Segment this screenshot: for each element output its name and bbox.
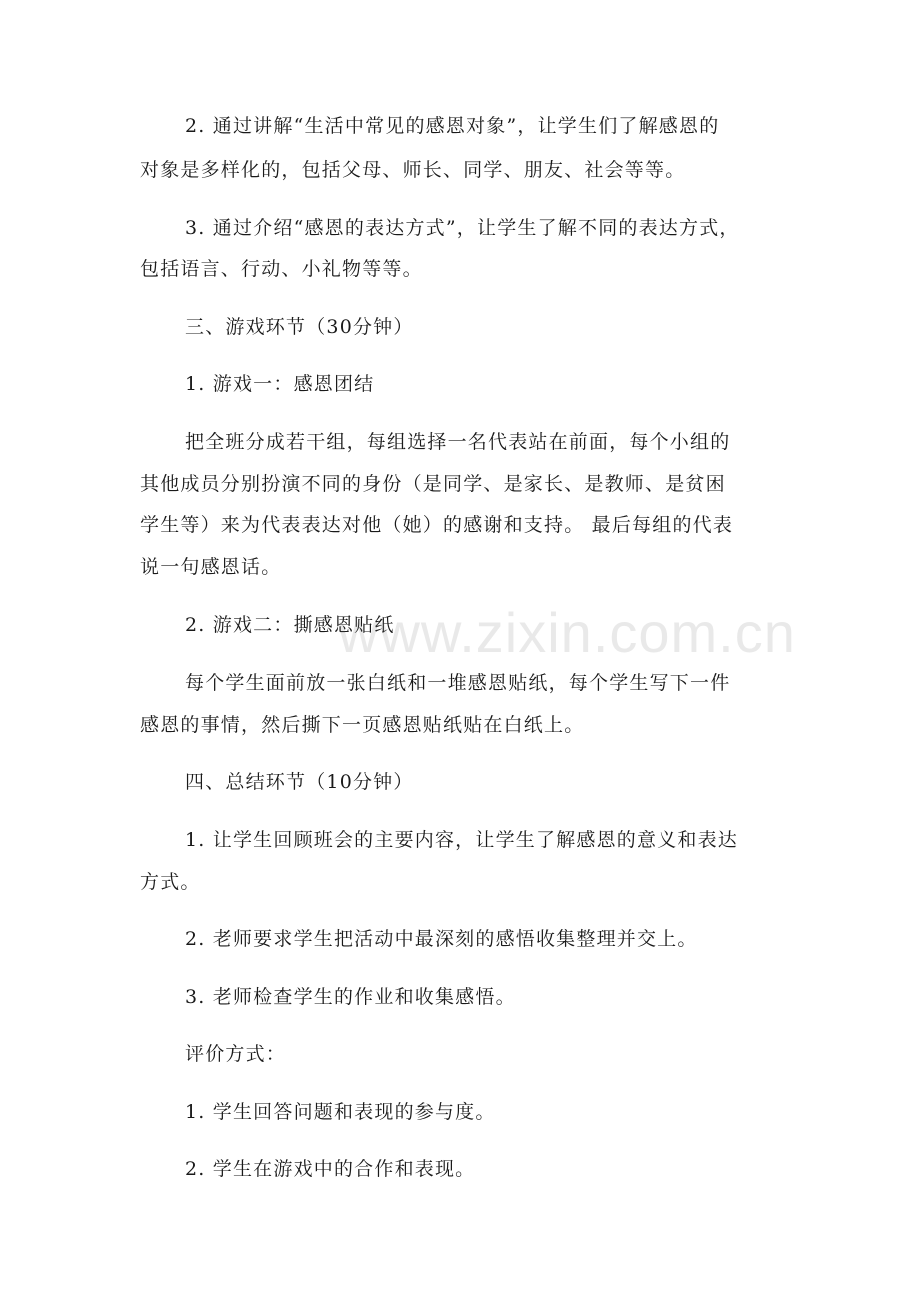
text-line: 感恩的事情，然后撕下一页感恩贴纸贴在白纸上。	[140, 714, 585, 736]
text-line: 2. 学生在游戏中的合作和表现。	[185, 1158, 476, 1180]
text-line: 每个学生面前放一张白纸和一堆感恩贴纸，每个学生写下一件	[185, 672, 731, 694]
watermark: www.zixin.com.cn	[338, 601, 796, 664]
text-line: 学生等）来为代表表达对他（她）的感谢和支持。 最后每组的代表	[140, 514, 734, 536]
text-line: 对象是多样化的，包括父母、师长、同学、朋友、社会等等。	[140, 159, 686, 181]
text-line: 方式。	[140, 871, 201, 893]
text-line: 3. 老师检查学生的作业和收集感悟。	[185, 986, 516, 1008]
text-line: 包括语言、行动、小礼物等等。	[140, 258, 423, 280]
text-line: 1. 让学生回顾班会的主要内容，让学生了解感恩的意义和表达	[185, 829, 738, 851]
subheading: 2. 游戏二：撕感恩贴纸	[185, 614, 395, 636]
subheading: 1. 游戏一：感恩团结	[185, 373, 375, 395]
section-heading: 四、总结环节（10分钟）	[185, 771, 414, 793]
text-line: 说一句感恩话。	[140, 556, 282, 578]
text-line: 2. 通过讲解“生活中常见的感恩对象”，让学生们了解感恩的	[185, 115, 720, 137]
text-line: 3. 通过介绍“感恩的表达方式”，让学生了解不同的表达方式，	[185, 217, 740, 239]
subheading: 评价方式：	[185, 1043, 287, 1065]
text-line: 1. 学生回答问题和表现的参与度。	[185, 1101, 496, 1123]
section-heading: 三、游戏环节（30分钟）	[185, 316, 414, 338]
text-line: 其他成员分别扮演不同的身份（是同学、是家长、是教师、是贫困	[140, 473, 726, 495]
text-line: 把全班分成若干组，每组选择一名代表站在前面，每个小组的	[185, 431, 731, 453]
text-line: 2. 老师要求学生把活动中最深刻的感悟收集整理并交上。	[185, 928, 698, 950]
